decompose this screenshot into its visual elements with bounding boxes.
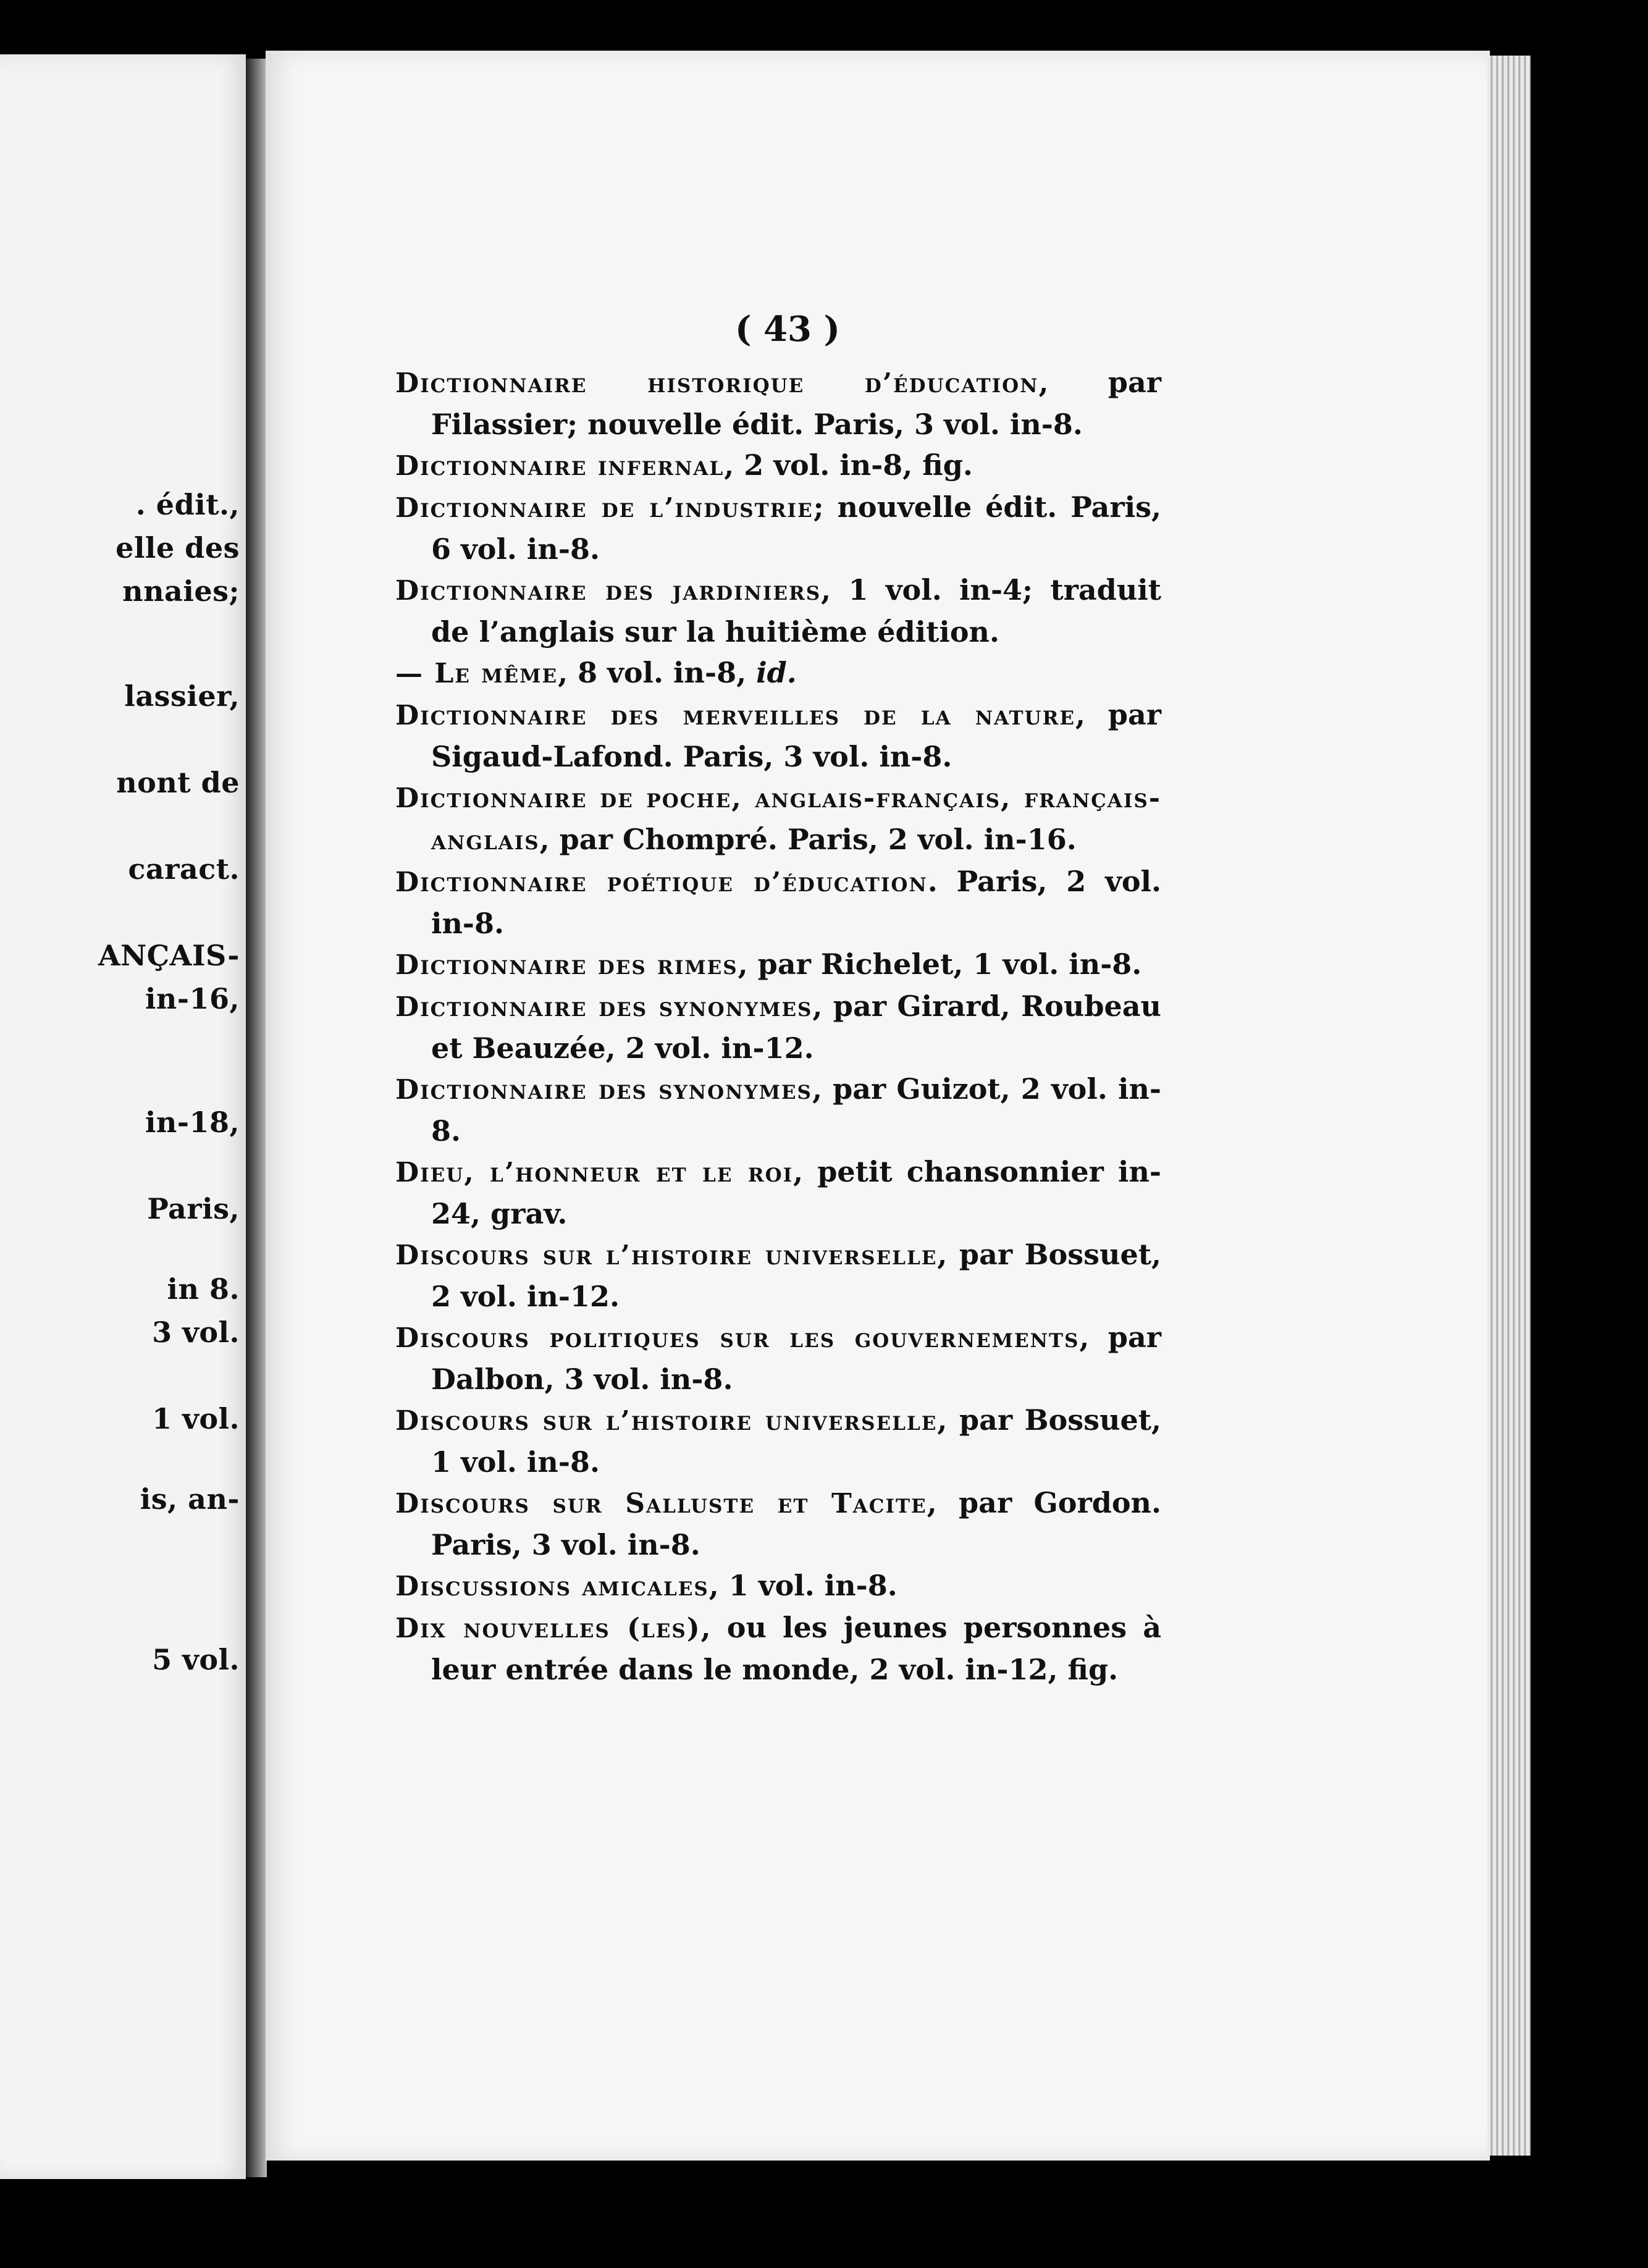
- entry-details: , par Guizot, 2 vol. in-8.: [431, 1072, 1161, 1148]
- entry-heading: Discussions amicales: [395, 1571, 709, 1602]
- page-content: [395, 309, 1161, 1690]
- entry-italic: id.: [756, 656, 797, 689]
- entry-details: , 2 vol. in-8, fig.: [724, 448, 973, 482]
- entry-heading: Dictionnaire poétique d’éducation: [395, 867, 928, 898]
- catalog-entry: [395, 1400, 1161, 1482]
- entry-heading: Dictionnaire infernal: [395, 450, 725, 482]
- catalog-entries: [395, 362, 1161, 1690]
- entry-heading: Dictionnaire des jardiniers: [395, 575, 822, 607]
- entry-details: , par Dalbon, 3 vol. in-8.: [431, 1321, 1161, 1396]
- entry-heading: Dictionnaire de l’industrie: [395, 492, 813, 524]
- catalog-entry: [395, 445, 1161, 487]
- catalog-entry: [395, 861, 1161, 944]
- left-fragment: lassier,: [124, 679, 240, 713]
- left-fragment: in 8.: [167, 1272, 240, 1306]
- left-fragment: ANÇAIS-: [98, 939, 240, 972]
- entry-details: , par Bossuet, 1 vol. in-8.: [431, 1403, 1161, 1479]
- previous-page-text: [5, 54, 240, 2179]
- catalog-entry: [395, 652, 1161, 694]
- entry-heading: Dieu, l’honneur et le roi: [395, 1157, 794, 1188]
- page-edges: [1487, 56, 1531, 2156]
- left-fragment: caract.: [128, 852, 240, 886]
- entry-details: , petit chansonnier in-24, grav.: [431, 1155, 1161, 1230]
- entry-details: , 1 vol. in-8.: [708, 1569, 898, 1602]
- left-fragment: 5 vol.: [152, 1643, 240, 1676]
- left-fragment: . édit.,: [135, 488, 240, 521]
- entry-heading: Dix nouvelles (les): [395, 1613, 701, 1644]
- entry-heading: Discours politiques sur les gouvernements: [395, 1322, 1080, 1354]
- catalog-entry: [395, 1151, 1161, 1234]
- left-fragment: in-16,: [145, 982, 240, 1015]
- page-number: ( 43 ): [735, 309, 840, 350]
- entry-details: , 8 vol. in-8,: [558, 656, 757, 689]
- left-fragment: elle des: [116, 531, 240, 565]
- entry-details: , par Filassier; nouvelle édit. Paris, 3 vol. in-8.: [431, 366, 1161, 441]
- entry-details: , par Sigaud-Lafond. Paris, 3 vol. in-8.: [431, 698, 1162, 773]
- entry-heading: — Le même: [395, 658, 558, 689]
- entry-details: . Paris, 2 vol. in-8.: [431, 865, 1161, 940]
- catalog-entry: [395, 569, 1161, 652]
- entry-details: , par Chompré. Paris, 2 vol. in-16.: [539, 823, 1077, 856]
- catalog-entry: [395, 362, 1161, 445]
- left-fragment: is, an-: [140, 1482, 240, 1516]
- left-fragment: nnaies;: [122, 574, 240, 608]
- left-fragment: 1 vol.: [152, 1402, 240, 1435]
- catalog-entry: [395, 1482, 1161, 1565]
- catalog-entry: [395, 1565, 1161, 1607]
- entry-heading: Dictionnaire des synonymes: [395, 1074, 812, 1106]
- catalog-entry: [395, 694, 1161, 777]
- entry-details: , par Gordon. Paris, 3 vol. in-8.: [431, 1486, 1161, 1561]
- catalog-entry: [395, 944, 1161, 986]
- catalog-entry: [395, 487, 1161, 569]
- entry-details: , par Girard, Roubeau et Beauzée, 2 vol. in-12.: [431, 989, 1161, 1065]
- entry-details: , par Richelet, 1 vol. in-8.: [738, 947, 1142, 981]
- entry-heading: Discours sur Salluste et Tacite: [395, 1488, 927, 1519]
- catalog-entry: [395, 1069, 1161, 1151]
- entry-heading: Discours sur l’histoire universelle: [395, 1405, 938, 1437]
- previous-page: [0, 54, 246, 2179]
- entry-heading: Dictionnaire des merveilles de la nature: [395, 700, 1075, 731]
- left-fragment: 3 vol.: [152, 1316, 240, 1349]
- entry-heading: Dictionnaire historique d’éducation: [395, 368, 1039, 399]
- entry-details: , 1 vol. in-4; traduit de l’anglais sur la huitième édition.: [431, 573, 1161, 649]
- catalog-entry: [395, 1234, 1161, 1317]
- left-fragment: Paris,: [147, 1192, 240, 1225]
- entry-details: ; nouvelle édit. Paris, 6 vol. in-8.: [431, 490, 1161, 566]
- catalog-entry: [395, 1317, 1161, 1400]
- entry-heading: Dictionnaire des rimes: [395, 949, 738, 981]
- left-fragment: nont de: [116, 766, 240, 799]
- entry-heading: Dictionnaire des synonymes: [395, 991, 813, 1023]
- catalog-entry: [395, 1607, 1161, 1690]
- entry-details: , ou les jeunes personnes à leur entrée dans le monde, 2 vol. in-12, fig.: [431, 1611, 1161, 1686]
- catalog-entry: [395, 986, 1161, 1069]
- left-fragment: in-18,: [145, 1106, 240, 1139]
- entry-heading: Dictionnaire de poche, anglais-français, français-anglais: [395, 783, 1161, 856]
- book-gutter: [246, 59, 267, 2177]
- catalog-entry: [395, 777, 1161, 861]
- entry-details: , par Bossuet, 2 vol. in-12.: [431, 1238, 1161, 1313]
- entry-heading: Discours sur l’histoire universelle: [395, 1240, 938, 1271]
